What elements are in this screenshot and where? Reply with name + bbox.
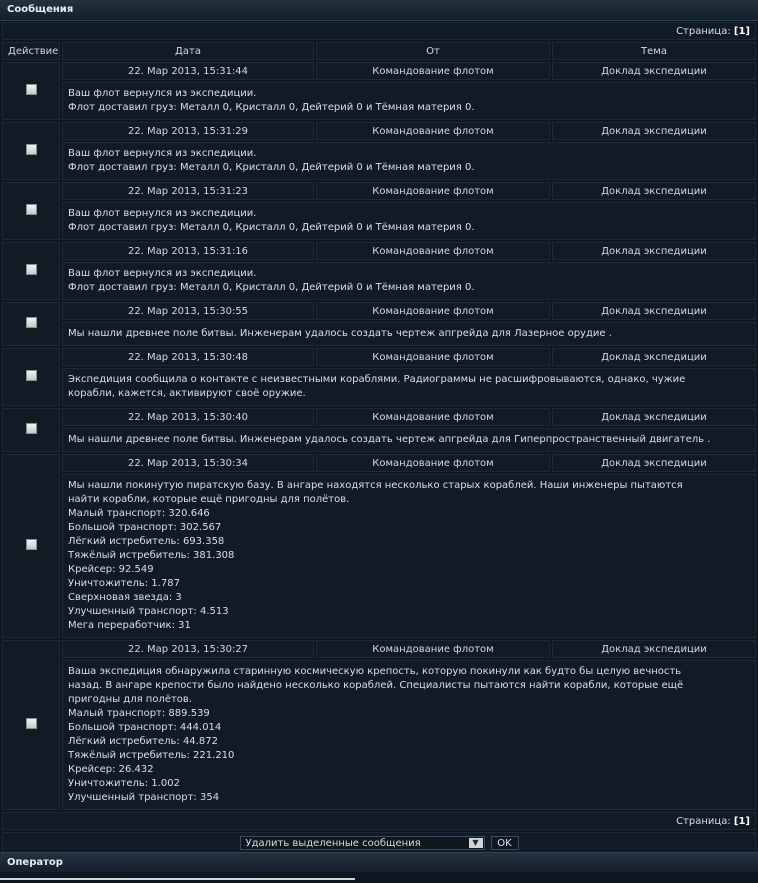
message-sender: Командование флотом [316, 62, 550, 80]
message-sender: Командование флотом [316, 302, 550, 320]
message-date: 22. Мар 2013, 15:30:27 [62, 640, 314, 658]
message-body [62, 660, 756, 810]
message-text-line: Лёгкий истребитель: 44.872 [68, 736, 218, 747]
message-select-checkbox[interactable] [26, 144, 37, 155]
message-subject: Доклад экспедиции [552, 408, 756, 426]
message-text-line: назад. В ангаре крепости было найдено несколько кораблей. Специалисты пытаются найти корабли, которые ещё [68, 680, 684, 691]
message-body [62, 322, 756, 346]
page-title: Сообщения [0, 0, 758, 21]
message-body [62, 202, 756, 240]
message-date: 22. Мар 2013, 15:31:16 [62, 242, 314, 260]
message-text-line: Малый транспорт: 889.539 [68, 708, 210, 719]
message-sender: Командование флотом [316, 348, 550, 366]
message-text-line: Тяжёлый истребитель: 381.308 [68, 550, 235, 561]
message-meta-row [2, 640, 756, 658]
pager-label: Страница: [676, 815, 731, 827]
message-text-line: Мы нашли древнее поле битвы. Инженерам удалось создать чертеж апгрейда для Лазерное орудие . [68, 328, 612, 339]
column-header-row [2, 42, 756, 60]
message-sender: Командование флотом [316, 454, 550, 472]
message-date: 22. Мар 2013, 15:30:34 [62, 454, 314, 472]
pager-label: Страница: [676, 25, 731, 37]
message-text-line: Уничтожитель: 1.787 [68, 578, 180, 589]
column-header-date: Дата [62, 42, 314, 60]
messages-table [0, 20, 758, 856]
message-text-line: Мы нашли покинутую пиратскую базу. В ангаре находятся несколько старых кораблей. Наши инженеры пытаются [68, 480, 683, 491]
message-select-checkbox[interactable] [26, 423, 37, 434]
message-body [62, 474, 756, 638]
message-body-row [2, 142, 756, 180]
pager-row-top [2, 22, 756, 40]
bulk-action-select-value: Удалить выделенные сообщения [245, 838, 421, 849]
message-text-line: Улучшенный транспорт: 4.513 [68, 606, 229, 617]
bulk-action-select[interactable] [240, 836, 485, 850]
message-action-cell [2, 348, 60, 406]
message-action-cell [2, 640, 60, 810]
message-sender: Командование флотом [316, 408, 550, 426]
message-action-cell [2, 182, 60, 240]
message-date: 22. Мар 2013, 15:31:44 [62, 62, 314, 80]
message-subject: Доклад экспедиции [552, 62, 756, 80]
message-subject: Доклад экспедиции [552, 454, 756, 472]
message-sender: Командование флотом [316, 242, 550, 260]
message-meta-row [2, 122, 756, 140]
chevron-down-icon[interactable]: ▼ [469, 838, 483, 848]
message-text-line: корабли, кажется, активируют своё оружие. [68, 388, 306, 399]
message-subject: Доклад экспедиции [552, 640, 756, 658]
message-text-line: Ваш флот вернулся из экспедиции. [68, 208, 257, 219]
message-action-cell [2, 122, 60, 180]
message-subject: Доклад экспедиции [552, 242, 756, 260]
message-meta-row [2, 182, 756, 200]
message-text-line: Лёгкий истребитель: 693.358 [68, 536, 225, 547]
column-header-action: Действие [2, 42, 60, 60]
message-subject: Доклад экспедиции [552, 122, 756, 140]
bulk-action-controls [2, 832, 756, 854]
message-body [62, 142, 756, 180]
message-date: 22. Мар 2013, 15:30:40 [62, 408, 314, 426]
message-body-row [2, 82, 756, 120]
message-text-line: Мы нашли древнее поле битвы. Инженерам удалось создать чертеж апгрейда для Гиперпространственный двигатель . [68, 434, 711, 445]
message-text-line: Тяжёлый истребитель: 221.210 [68, 750, 235, 761]
message-meta-row [2, 348, 756, 366]
message-text-line: найти корабли, которые ещё пригодны для полётов. [68, 494, 350, 505]
message-text-line: Флот доставил груз: Металл 0, Кристалл 0, Дейтерий 0 и Тёмная материя 0. [68, 162, 475, 173]
operator-section-title: Оператор [0, 852, 758, 872]
message-text-line: Ваша экспедиция обнаружила старинную космическую крепость, которую покинули как будто бы целую вечность [68, 666, 682, 677]
column-header-subject: Тема [552, 42, 756, 60]
message-date: 22. Мар 2013, 15:31:29 [62, 122, 314, 140]
pager-top [2, 22, 756, 40]
message-subject: Доклад экспедиции [552, 182, 756, 200]
pager-page-link[interactable]: [1] [733, 815, 750, 827]
message-body-row [2, 660, 756, 810]
message-meta-row [2, 408, 756, 426]
pager-page-link[interactable]: [1] [733, 25, 750, 37]
message-date: 22. Мар 2013, 15:31:23 [62, 182, 314, 200]
messages-body [2, 22, 756, 854]
message-meta-row [2, 242, 756, 260]
message-text-line: Улучшенный транспорт: 354 [68, 792, 220, 803]
message-body [62, 82, 756, 120]
message-body-row [2, 474, 756, 638]
message-action-cell [2, 408, 60, 452]
message-sender: Командование флотом [316, 182, 550, 200]
message-date: 22. Мар 2013, 15:30:55 [62, 302, 314, 320]
message-body [62, 428, 756, 452]
message-text-line: пригодны для полётов. [68, 694, 192, 705]
message-select-checkbox[interactable] [26, 539, 37, 550]
message-text-line: Флот доставил груз: Металл 0, Кристалл 0, Дейтерий 0 и Тёмная материя 0. [68, 282, 475, 293]
message-body [62, 262, 756, 300]
message-action-cell [2, 242, 60, 300]
message-text-line: Большой транспорт: 444.014 [68, 722, 222, 733]
message-body-row [2, 428, 756, 452]
message-text-line: Малый транспорт: 320.646 [68, 508, 210, 519]
message-subject: Доклад экспедиции [552, 348, 756, 366]
message-text-line: Уничтожитель: 1.002 [68, 778, 180, 789]
message-body-row [2, 322, 756, 346]
message-text-line: Ваш флот вернулся из экспедиции. [68, 88, 257, 99]
message-meta-row [2, 454, 756, 472]
message-text-line: Экспедиция сообщила о контакте с неизвестными кораблями. Радиограммы не расшифровываются, однако, чужие [68, 374, 686, 385]
controls-row [2, 832, 756, 854]
column-header-from: От [316, 42, 550, 60]
pager-row-bottom [2, 812, 756, 830]
message-select-checkbox[interactable] [26, 264, 37, 275]
message-select-checkbox[interactable] [26, 370, 37, 381]
message-text-line: Большой транспорт: 302.567 [68, 522, 222, 533]
message-select-checkbox[interactable] [26, 84, 37, 95]
message-text-line: Крейсер: 92.549 [68, 564, 154, 575]
message-sender: Командование флотом [316, 640, 550, 658]
pager-bottom [2, 812, 756, 830]
message-action-cell [2, 454, 60, 638]
message-body-row [2, 262, 756, 300]
message-text-line: Ваш флот вернулся из экспедиции. [68, 268, 257, 279]
message-text-line: Сверхновая звезда: 3 [68, 592, 182, 603]
message-body [62, 368, 756, 406]
message-select-checkbox[interactable] [26, 204, 37, 215]
message-text-line: Мега переработчик: 31 [68, 620, 191, 631]
message-body-row [2, 202, 756, 240]
message-body-row [2, 368, 756, 406]
message-date: 22. Мар 2013, 15:30:48 [62, 348, 314, 366]
message-meta-row [2, 62, 756, 80]
bottom-divider-bar [0, 878, 355, 880]
message-select-checkbox[interactable] [26, 718, 37, 729]
message-text-line: Крейсер: 26.432 [68, 764, 154, 775]
message-text-line: Ваш флот вернулся из экспедиции. [68, 148, 257, 159]
message-text-line: Флот доставил груз: Металл 0, Кристалл 0, Дейтерий 0 и Тёмная материя 0. [68, 102, 475, 113]
message-text-line: Флот доставил груз: Металл 0, Кристалл 0, Дейтерий 0 и Тёмная материя 0. [68, 222, 475, 233]
message-meta-row [2, 302, 756, 320]
message-action-cell [2, 62, 60, 120]
ok-button[interactable]: OK [491, 836, 519, 850]
message-select-checkbox[interactable] [26, 317, 37, 328]
message-subject: Доклад экспедиции [552, 302, 756, 320]
message-action-cell [2, 302, 60, 346]
message-sender: Командование флотом [316, 122, 550, 140]
